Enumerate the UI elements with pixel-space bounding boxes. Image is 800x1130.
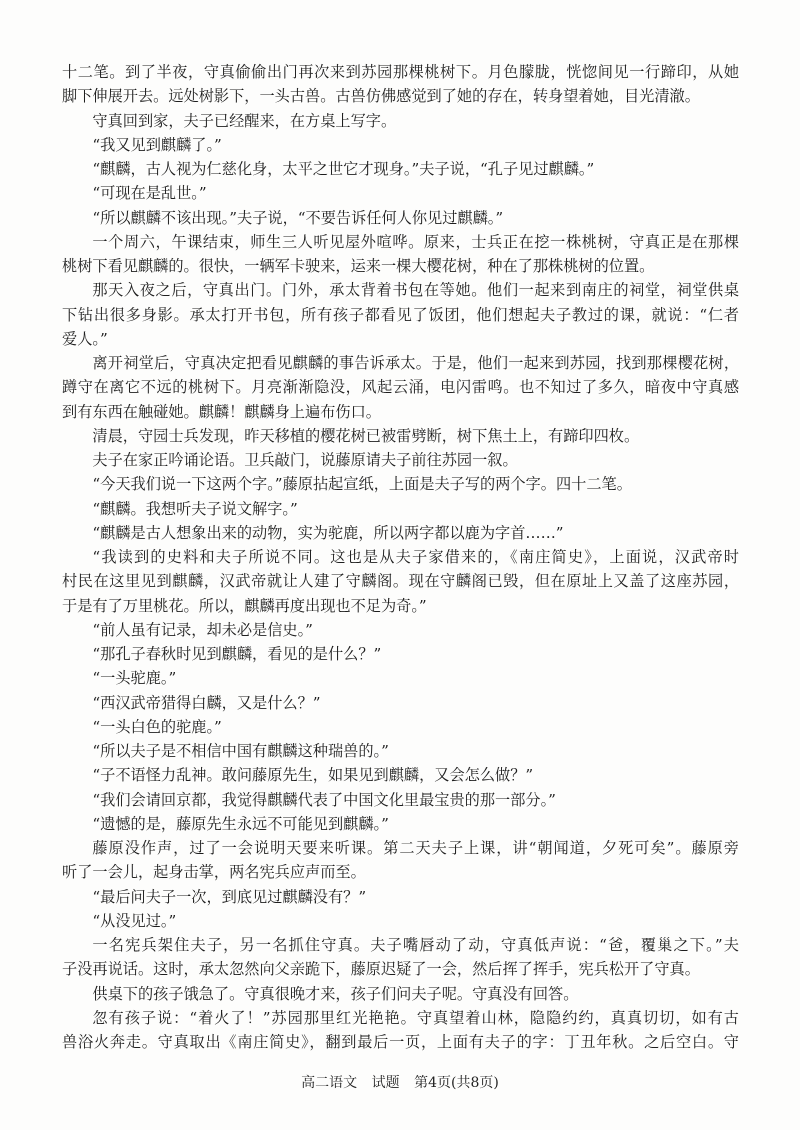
text-line: “西汉武帝猎得白麟，又是什么？” bbox=[92, 693, 321, 712]
paragraph bbox=[62, 909, 739, 933]
footer-page-number: 第4页(共8页) bbox=[414, 1075, 499, 1091]
text-line: 供桌下的孩子饿急了。守真很晚才来，孩子们问夫子呢。守真没有回答。 bbox=[92, 984, 579, 1003]
text-line: “我读到的史料和夫子所说不同。这也是从夫子家借来的，《南庄简史》，上面说，汉武帝时 bbox=[92, 548, 739, 566]
text-line: 蹲守在离它不远的桃树下。月亮渐渐隐没，风起云涌，电闪雷鸣。也不知过了多久，暗夜中守真感 bbox=[62, 378, 739, 397]
text-line: “我们会请回京都，我觉得麒麟代表了中国文化里最宝贵的那一部分。” bbox=[92, 790, 556, 809]
text-line: 夫子在家正吟诵论语。卫兵敲门，说藤原请夫子前往苏园一叙。 bbox=[92, 451, 518, 469]
footer-label: 试题 bbox=[371, 1075, 400, 1091]
text-line: 清晨，守园士兵发现，昨天移植的樱花树已被雷劈断，树下焦土上，有蹄印四枚。 bbox=[92, 426, 640, 445]
paragraph bbox=[62, 109, 739, 133]
text-line: 离开祠堂后，守真决定把看见麒麟的事告诉承太。于是，他们一起来到苏园，找到那棵樱花树， bbox=[92, 354, 739, 372]
text-line: 兽浴火奔走。守真取出《南庄简史》，翻到最后一页，上面有夫子的字：丁丑年秋。之后空白。守 bbox=[62, 1033, 739, 1051]
text-line: “一头白色的驼鹿。” bbox=[92, 717, 222, 736]
text-line: 到有东西在触碰她。麒麟！麒麟身上遍布伤口。 bbox=[62, 402, 381, 421]
text-line: 藤原没作声，过了一会说明天要来听课。第二天夫子上课，讲“朝闻道，夕死可矣”。藤原旁 bbox=[92, 839, 739, 857]
paragraph bbox=[62, 545, 739, 618]
text-line: 桃树下看见麒麟的。很快，一辆军卡驶来，运来一棵大樱花树，种在了那株桃树的位置。 bbox=[62, 257, 655, 275]
paragraph bbox=[62, 691, 739, 715]
text-line: 于是有了万里桃花。所以，麒麟再度出现也不足为奇。” bbox=[62, 596, 427, 615]
paragraph bbox=[62, 181, 739, 205]
text-line: “前人虽有记录，却未必是信史。” bbox=[92, 620, 313, 639]
text-line: “所以夫子是不相信中国有麒麟这种瑞兽的。” bbox=[92, 742, 389, 760]
text-line: “那孔子春秋时见到麒麟，看见的是什么？” bbox=[92, 645, 382, 663]
paragraph bbox=[62, 206, 739, 230]
paragraph bbox=[62, 424, 739, 448]
text-line: 一名宪兵架住夫子，另一名抓住守真。夫子嘴唇动了动，守真低声说：“爸，覆巢之下。”夫 bbox=[92, 936, 739, 954]
paragraph bbox=[62, 642, 739, 666]
text-line: “麒麟。我想听夫子说文解字。” bbox=[92, 499, 298, 518]
text-line: 一个周六，午课结束，师生三人听见屋外喧哗。原来，士兵正在挖一株桃树，守真正是在那棵 bbox=[92, 232, 739, 251]
paragraph bbox=[62, 885, 739, 909]
paragraph bbox=[62, 60, 739, 109]
text-line: “最后问夫子一次，到底见过麒麟没有？” bbox=[92, 887, 367, 906]
paragraph bbox=[62, 812, 739, 836]
text-line: 守真回到家，夫子已经醒来，在方桌上写字。 bbox=[92, 111, 397, 130]
paragraph bbox=[62, 497, 739, 521]
paragraph bbox=[62, 472, 739, 496]
paragraph bbox=[62, 278, 739, 351]
text-line: “麒麟是古人想象出来的动物，实为驼鹿，所以两字都以鹿为字首……” bbox=[92, 523, 564, 542]
paragraph bbox=[62, 763, 739, 787]
text-line: “我又见到麒麟了。” bbox=[92, 135, 222, 154]
text-line: 十二笔。到了半夜，守真偷偷出门再次来到苏园那棵桃树下。月色朦胧，恍惚间见一行蹄印，从她 bbox=[62, 63, 739, 81]
text-line: 子没再说话。这时，承太忽然向父亲跪下，藤原迟疑了一会，然后挥了挥手，宪兵松开了守真。 bbox=[62, 960, 700, 979]
paragraph bbox=[62, 133, 739, 157]
footer-subject: 高二语文 bbox=[301, 1075, 358, 1091]
text-line: 忽有孩子说：“着火了！”苏园那里红光艳艳。守真望着山林，隐隐约约，真真切切，如有古 bbox=[92, 1008, 739, 1027]
paragraph bbox=[62, 521, 739, 545]
text-line: “所以麒麟不该出现。”夫子说，“不要告诉任何人你见过麒麟。” bbox=[92, 208, 504, 227]
paragraph bbox=[62, 1006, 739, 1055]
text-line: “一头驼鹿。” bbox=[92, 669, 177, 688]
text-line: “今天我们说一下这两个字。”藤原拈起宣纸，上面是夫子写的两个字。四十二笔。 bbox=[92, 475, 632, 494]
paragraph bbox=[62, 715, 739, 739]
paragraph bbox=[62, 739, 739, 763]
paragraph bbox=[62, 982, 739, 1006]
page-footer bbox=[0, 1073, 800, 1093]
paragraph bbox=[62, 448, 739, 472]
text-line: “从没见过。” bbox=[92, 911, 177, 930]
paragraph bbox=[62, 933, 739, 982]
text-line: “可现在是乱世。” bbox=[92, 184, 207, 203]
text-line: “遗憾的是，藤原先生永远不可能见到麒麟。” bbox=[92, 814, 389, 833]
paragraph bbox=[62, 157, 739, 181]
text-line: 那天入夜之后，守真出门。门外，承太背着书包在等她。他们一起来到南庄的祠堂，祠堂供桌 bbox=[92, 281, 739, 300]
paragraph bbox=[62, 618, 739, 642]
text-line: 下钻出很多身影。承太打开书包，所有孩子都看见了饭团，他们想起夫子教过的课，就说：“仁者 bbox=[62, 305, 739, 324]
text-line: “子不语怪力乱神。敢问藤原先生，如果见到麒麟，又会怎么做？” bbox=[92, 766, 534, 785]
text-line: 听了一会儿，起身击掌，两名宪兵应声而至。 bbox=[62, 863, 366, 882]
text-line: “麒麟，古人视为仁慈化身，太平之世它才现身。”夫子说，“孔子见过麒麟。” bbox=[92, 160, 595, 178]
paragraph bbox=[62, 351, 739, 424]
paragraph bbox=[62, 836, 739, 885]
paragraph bbox=[62, 666, 739, 690]
text-line: 脚下伸展开去。远处树影下，一头古兽。古兽仿佛感觉到了她的存在，转身望着她，目光清澈。 bbox=[62, 87, 700, 106]
reading-passage bbox=[62, 60, 739, 1054]
text-line: 爱人。” bbox=[62, 329, 108, 348]
paragraph bbox=[62, 230, 739, 279]
text-line: 村民在这里见到麒麟，汉武帝就让人建了守麟阁。现在守麟阁已毁，但在原址上又盖了这座苏园， bbox=[62, 572, 739, 591]
paragraph bbox=[62, 788, 739, 812]
